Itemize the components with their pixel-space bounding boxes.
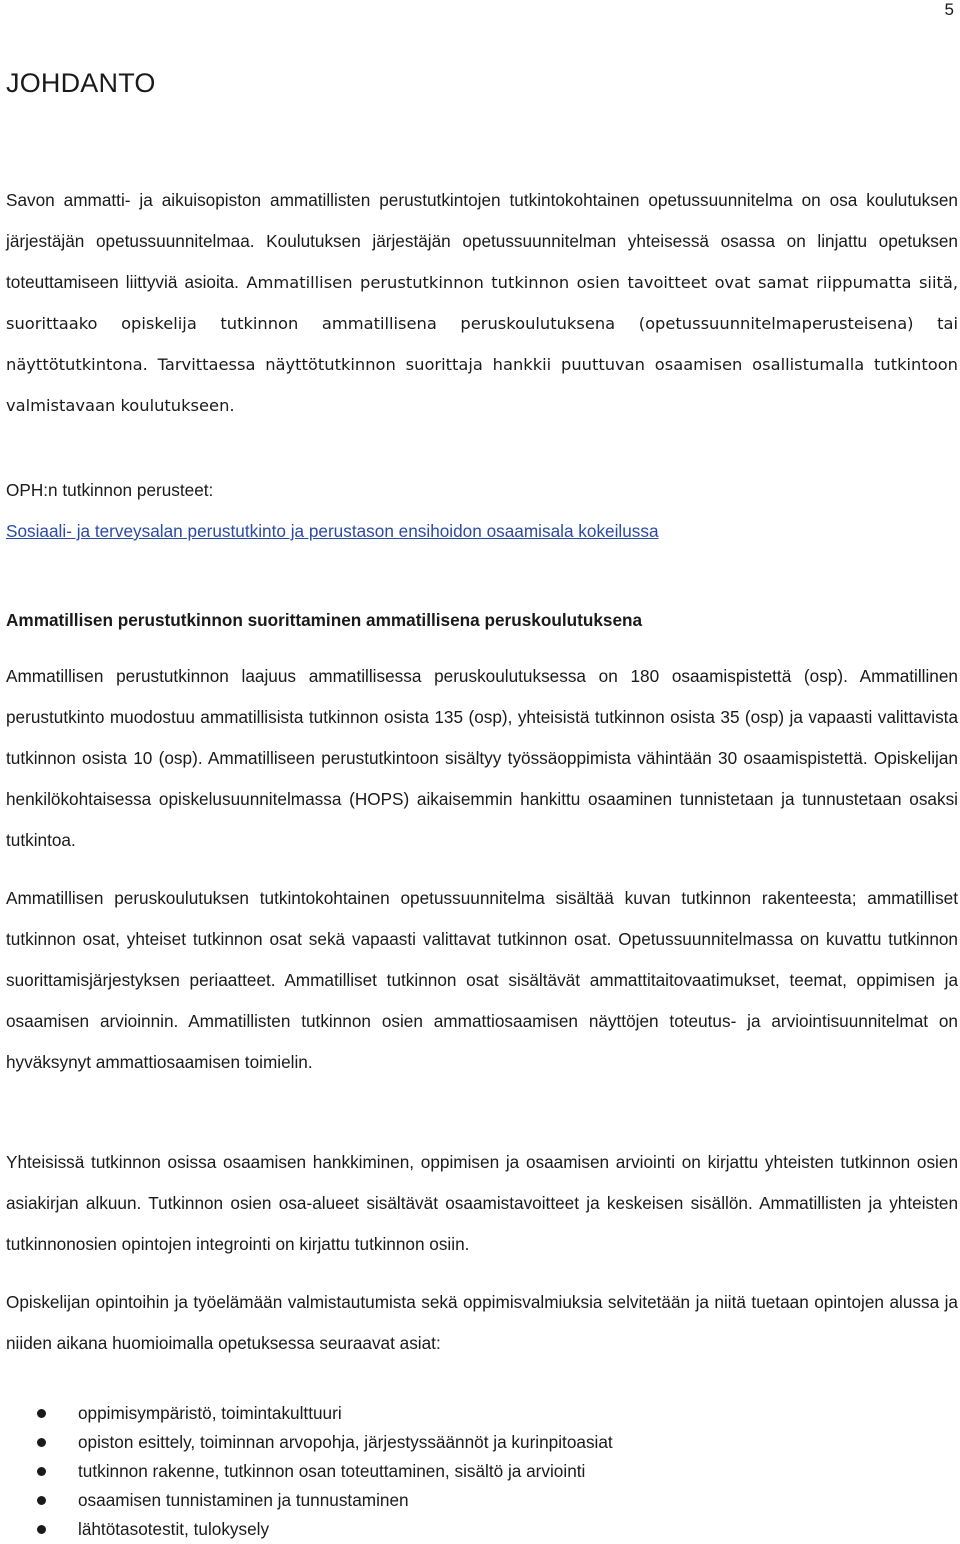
list-item-text: oppimisympäristö, toimintakulttuuri <box>78 1403 342 1423</box>
section-heading: Ammatillisen perustutkinnon suorittaminen ammatillisena peruskoulutuksena <box>6 610 643 630</box>
list-item-text: lähtötasotestit, tulokysely <box>78 1519 270 1539</box>
bullet-icon <box>37 1438 46 1447</box>
paragraph-scope: Ammatillisen perustutkinnon laajuus ammatillisessa peruskoulutuksessa on 180 osaamispistettä (osp). Ammatillinen perustutkinto muodostuu ammatillisista tutkinnon osista 135 (osp), yhteisistä tutkinnon osista 35 (osp) ja vapaasti valittavista tutkinnon osista 10 (osp). Ammatilliseen perustutkintoon sisältyy työssäoppimista vähintään 30 osaamispistettä. Opiskelijan henkilökohtaisessa opiskelusuunnitelmassa (HOPS) aikaisemmin hankittu osaaminen tunnistetaan ja tunnustetaan osaksi tutkintoa. <box>6 666 958 850</box>
list-item <box>0 1515 613 1544</box>
oph-link[interactable]: Sosiaali- ja terveysalan perustutkinto ja perustason ensihoidon osaamisala kokeilussa <box>6 521 659 541</box>
intro-sentence-1: Savon ammatti- ja aikuisopiston ammatillisten perustutkintojen tutkintokohtainen opetussuunnitelma on osa koulutuksen järjestäjän opetussuunnitelmaa. Koulutuksen järjestäjän opetussuunnitelman yhteisessä osassa on linjattu opetuksen toteuttamiseen liittyviä asioita. <box>6 190 958 292</box>
bullet-icon <box>37 1409 46 1418</box>
page-number: 5 <box>944 0 954 19</box>
bullet-icon <box>37 1467 46 1476</box>
list-item <box>0 1428 613 1457</box>
oph-label: OPH:n tutkinnon perusteet: <box>6 480 214 500</box>
intro-sentence-2: Ammatillisen perustutkinnon tutkinnon osien tavoitteet ovat samat riippumatta siitä, suorittaako opiskelija tutkinnon ammatillisena peruskoulutuksena (opetussuunnitelmaperusteisena) tai näyttötutkintona. Tarvittaessa näyttötutkinnon suorittaja hankkii puuttuvan osaamisen osallistumalla tutkintoon valmistavaan koulutukseen. <box>6 273 959 415</box>
intro-paragraph <box>6 180 958 426</box>
bullet-icon <box>37 1496 46 1505</box>
paragraph-study-support: Opiskelijan opintoihin ja työelämään valmistautumista sekä oppimisvalmiuksia selvitetään ja niitä tuetaan opintojen alussa ja niiden aikana huomioimalla opetuksessa seuraavat asiat: <box>6 1292 958 1353</box>
paragraph-common-units: Yhteisissä tutkinnon osissa osaamisen hankkiminen, oppimisen ja osaamisen arviointi on kirjattu yhteisten tutkinnon osien asiakirjan alkuun. Tutkinnon osien osa-alueet sisältävät osaamistavoitteet ja keskeisen sisällön. Ammatillisten ja yhteisten tutkinnonosien opintojen integrointi on kirjattu tutkinnon osiin. <box>6 1152 958 1254</box>
list-item-text: opiston esittely, toiminnan arvopohja, järjestyssäännöt ja kurinpitoasiat <box>78 1432 613 1452</box>
bullet-list <box>0 1399 613 1544</box>
list-item <box>0 1399 613 1428</box>
paragraph-curriculum: Ammatillisen peruskoulutuksen tutkintokohtainen opetussuunnitelma sisältää kuvan tutkinnon rakenteesta; ammatilliset tutkinnon osat, yhteiset tutkinnon osat sekä vapaasti valittavat tutkinnon osat. Opetussuunnitelmassa on kuvattu tutkinnon suorittamisjärjestyksen periaatteet. Ammatilliset tutkinnon osat sisältävät ammattitaitovaatimukset, teemat, oppimisen ja osaamisen arvioinnin. Ammatillisten tutkinnon osien ammattiosaamisen näyttöjen toteutus- ja arviointisuunnitelmat on hyväksynyt ammattiosaamisen toimielin. <box>6 888 958 1072</box>
list-item <box>0 1486 613 1515</box>
page-title: JOHDANTO <box>6 68 156 98</box>
list-item <box>0 1457 613 1486</box>
list-item-text: tutkinnon rakenne, tutkinnon osan toteuttaminen, sisältö ja arviointi <box>78 1461 586 1481</box>
bullet-icon <box>37 1525 46 1534</box>
list-item-text: osaamisen tunnistaminen ja tunnustaminen <box>78 1490 409 1510</box>
